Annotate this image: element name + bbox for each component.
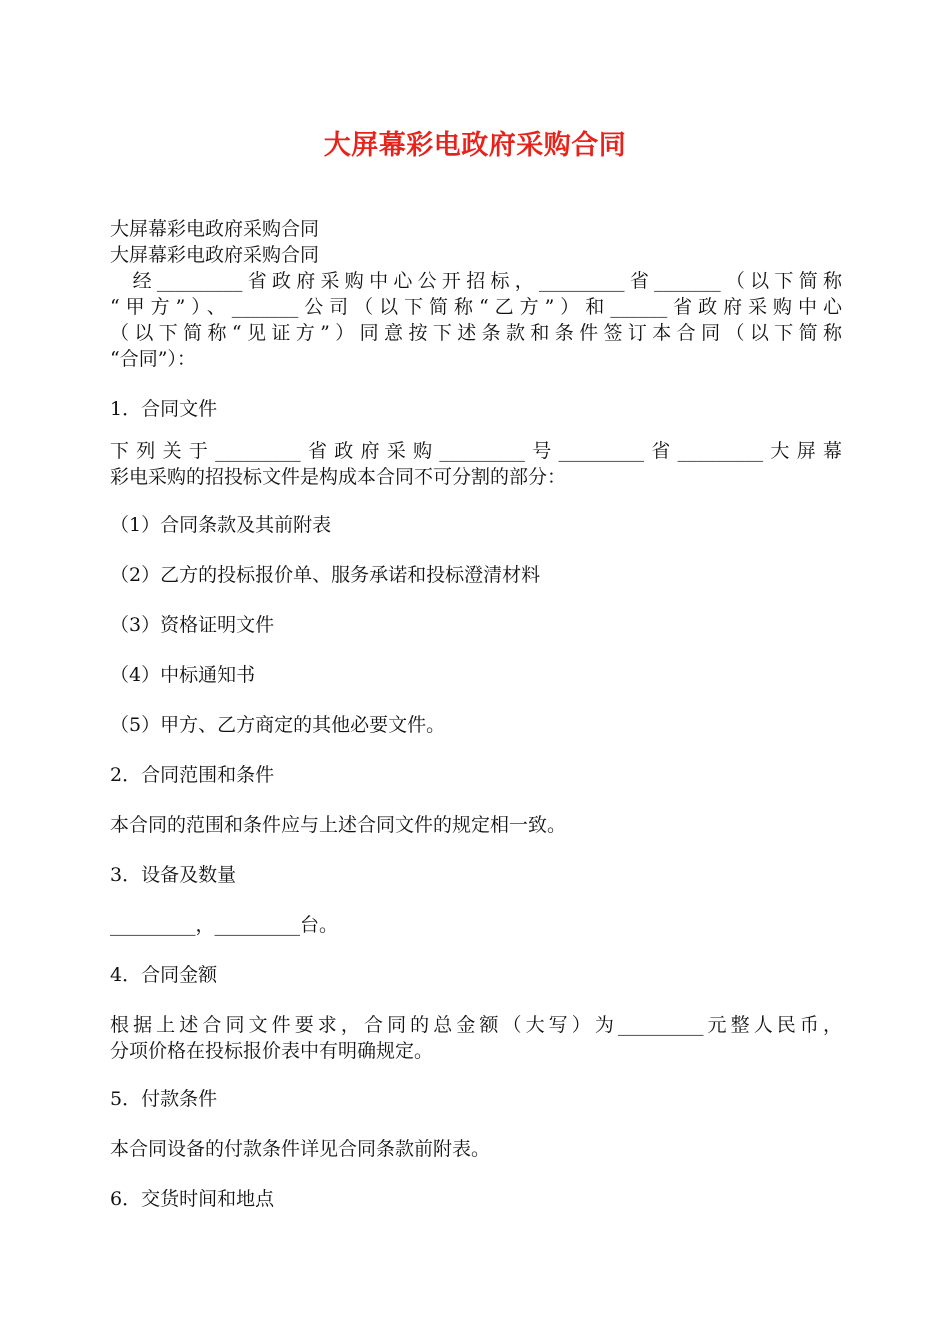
section-contract-documents xyxy=(110,384,842,750)
intro-line: 经_________省政府采购中心公开招标，_________省_______（以下简称 xyxy=(110,270,842,292)
document-body xyxy=(110,216,842,1224)
section-heading: 2．合同范围和条件 xyxy=(110,764,275,786)
section-heading: 5．付款条件 xyxy=(110,1088,218,1110)
section-delivery xyxy=(110,1174,842,1224)
section-heading: 4．合同金额 xyxy=(110,964,218,986)
intro-line: 大屏幕彩电政府采购合同 xyxy=(110,218,320,240)
section-text-line: _________，_________台。 xyxy=(110,914,339,936)
intro-paragraph xyxy=(110,216,842,372)
section-text-line: 本合同设备的付款条件详见合同条款前附表。 xyxy=(110,1138,491,1160)
intro-line: 大屏幕彩电政府采购合同 xyxy=(110,244,320,266)
section-text-line: 彩电采购的招投标文件是构成本合同不可分割的部分： xyxy=(110,466,567,488)
document-title: 大屏幕彩电政府采购合同 xyxy=(323,130,627,161)
section-text-line: 下列关于_________省政府采购_________号_________省_________大屏幕 xyxy=(110,440,842,462)
intro-line: “合同”）： xyxy=(110,348,196,370)
intro-line: “甲方”）、_______公司（以下简称“乙方”）和______省政府采购中心 xyxy=(110,296,842,318)
list-item: （1）合同条款及其前附表 xyxy=(110,514,332,536)
section-equipment xyxy=(110,850,842,950)
section-heading: 1．合同文件 xyxy=(110,398,218,420)
intro-line: （以下简称“见证方”）同意按下述条款和条件签订本合同（以下简称 xyxy=(110,322,842,344)
section-text-line: 根据上述合同文件要求，合同的总金额（大写）为_________元整人民币， xyxy=(110,1014,842,1036)
list-item: （3）资格证明文件 xyxy=(110,614,275,636)
section-scope xyxy=(110,750,842,850)
section-text-line: 本合同的范围和条件应与上述合同文件的规定相一致。 xyxy=(110,814,567,836)
list-item: （5）甲方、乙方商定的其他必要文件。 xyxy=(110,714,446,736)
section-text-line: 分项价格在投标报价表中有明确规定。 xyxy=(110,1040,434,1062)
section-heading: 3．设备及数量 xyxy=(110,864,237,886)
section-heading: 6．交货时间和地点 xyxy=(110,1188,275,1210)
section-amount xyxy=(110,950,842,1064)
list-item: （2）乙方的投标报价单、服务承诺和投标澄清材料 xyxy=(110,564,541,586)
section-payment xyxy=(110,1074,842,1174)
list-item: （4）中标通知书 xyxy=(110,664,256,686)
